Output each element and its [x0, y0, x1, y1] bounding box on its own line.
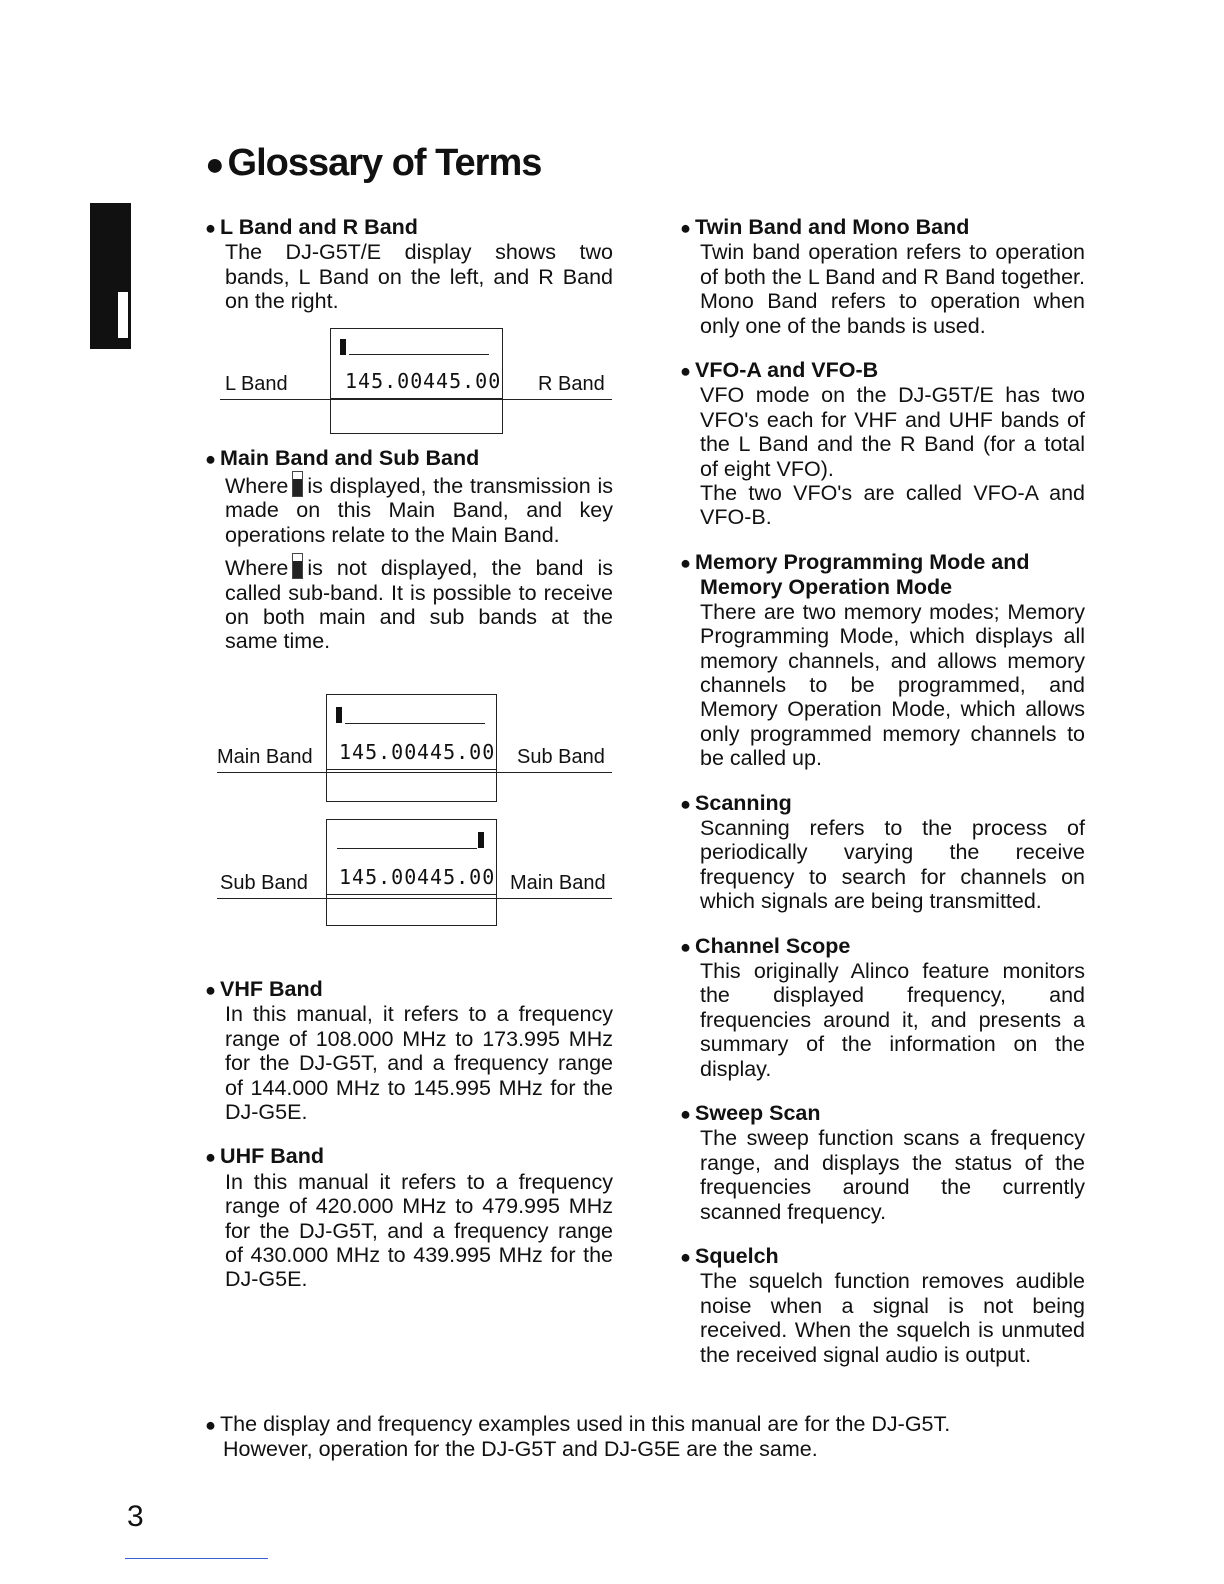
- bullet-icon: ●: [680, 217, 692, 238]
- bullet-icon: ●: [680, 360, 692, 382]
- lcd-left-frequency: 145.00: [339, 864, 418, 889]
- figure-label-right: Sub Band: [517, 745, 605, 768]
- lcd-top-line: [337, 848, 477, 849]
- figure-label-left: L Band: [225, 372, 288, 395]
- main-band-indicator: [336, 707, 342, 723]
- bullet-icon: ●: [680, 935, 692, 957]
- def-main-band: Where is displayed, the transmission is made on this Main Band, and key operations relate to the Main Band. Where is not displayed, the band is called sub-band. It is possible to receive on both main and sub bands at the same time.: [205, 471, 613, 654]
- term-main-band: ● Main Band and Sub Band: [205, 445, 480, 470]
- term-vhf-band: ● VHF Band: [205, 976, 323, 1001]
- footnote-line-1: The display and frequency examples used in this manual are for the DJ-G5T.: [220, 1412, 951, 1436]
- entry-vhf-band: [205, 977, 613, 1124]
- main-band-indicator: [340, 339, 346, 355]
- entry-twin-band: [680, 215, 1085, 338]
- lcd-left-frequency: 145.00: [339, 739, 418, 764]
- footnote-line-2: However, operation for the DJ-G5T and DJ-G5E are the same.: [223, 1437, 818, 1461]
- page-title-text: Glossary of Terms: [227, 142, 542, 184]
- term-twin-band: ● Twin Band and Mono Band: [680, 215, 970, 239]
- lcd-right-frequency: 445.00: [423, 368, 502, 393]
- figure-sub-main-band: [205, 819, 613, 977]
- def-uhf-band: In this manual it refers to a frequency range of 420.000 MHz to 479.995 MHz for the DJ-G5T, and a frequency range of 430.000 MHz to 439.995 MHz for the DJ-G5E.: [225, 1169, 613, 1292]
- entry-sweep-scan: [680, 1101, 1085, 1224]
- chapter-tab-mark: [118, 292, 128, 338]
- left-column: [205, 215, 613, 1312]
- figure-label-right: R Band: [538, 372, 605, 395]
- def-squelch: The squelch function removes audible noise when a signal is not being received. When the squelch is unmuted the received signal audio is output.: [700, 1269, 1085, 1367]
- entry-channel-scope: [680, 934, 1085, 1081]
- bullet-icon: ●: [205, 447, 217, 469]
- entry-vfo: [680, 358, 1085, 530]
- bullet-icon: ●: [205, 1414, 217, 1435]
- term-sweep-scan: ● Sweep Scan: [680, 1101, 821, 1125]
- main-band-indicator: [478, 832, 484, 848]
- lcd-right-frequency: 445.00: [417, 739, 496, 764]
- bullet-icon: ●: [680, 1246, 692, 1268]
- figure-l-r-band: [205, 328, 613, 446]
- lcd-lower-panel: [327, 894, 496, 895]
- lcd-lower-panel: [327, 769, 496, 770]
- def-vhf-band: In this manual, it refers to a frequency range of 108.000 MHz to 173.995 MHz for the DJ-G5T, and a frequency range of 144.000 MHz to 145.995 MHz for the DJ-G5E.: [225, 1002, 613, 1124]
- term-l-band: ● L Band and R Band: [205, 215, 418, 239]
- bullet-icon: ●: [680, 1103, 692, 1124]
- lcd-top-line: [349, 354, 489, 355]
- lcd-display: [330, 328, 503, 434]
- entry-main-band: [205, 446, 613, 654]
- entry-l-band: [205, 215, 613, 314]
- figure-label-left: Sub Band: [220, 871, 308, 894]
- footer-rule: [125, 1558, 268, 1559]
- entry-scanning: [680, 791, 1085, 914]
- page-title: [205, 142, 541, 185]
- chapter-tab: [90, 203, 131, 349]
- def-memory-mode: There are two memory modes; Memory Programming Mode, which displays all memory channels, and allows memory channels to be programmed, and Memory Operation Mode, which allows only programmed memory channels to be called up.: [700, 599, 1085, 771]
- lcd-display: [326, 694, 497, 802]
- figure-label-right: Main Band: [510, 871, 606, 894]
- bullet-icon: ●: [205, 146, 224, 182]
- right-column: [680, 215, 1085, 1387]
- bullet-icon: ●: [680, 792, 692, 814]
- entry-squelch: [680, 1244, 1085, 1367]
- footnote: [205, 1412, 1085, 1461]
- def-sweep-scan: The sweep function scans a frequency range, and displays the status of the frequencies around the currently scanned frequency.: [700, 1126, 1085, 1224]
- figure-main-sub-band: [205, 694, 613, 819]
- term-scanning: ● Scanning: [680, 790, 792, 815]
- lcd-display: [326, 819, 497, 926]
- lcd-lower-panel: [331, 398, 502, 399]
- bullet-icon: ●: [680, 551, 692, 573]
- term-channel-scope: ● Channel Scope: [680, 933, 851, 958]
- def-twin-band: Twin band operation refers to operation of both the L Band and R Band together. Mono Band refers to operation when only one of the bands is used.: [700, 240, 1085, 338]
- term-vfo: ● VFO-A and VFO-B: [680, 358, 879, 383]
- term-memory-mode: ● Memory Programming Mode and Memory Operation Mode: [680, 549, 1030, 600]
- term-squelch: ● Squelch: [680, 1244, 779, 1269]
- bullet-icon: ●: [205, 217, 217, 238]
- lcd-top-line: [345, 723, 485, 724]
- bullet-icon: ●: [205, 978, 217, 1000]
- def-vfo: VFO mode on the DJ-G5T/E has two VFO's each for VHF and UHF bands of the L Band and the R Band (for a total of eight VFO). The two VFO's are called VFO-A and VFO-B.: [700, 383, 1085, 530]
- figure-label-left: Main Band: [217, 745, 313, 768]
- def-scanning: Scanning refers to the process of periodically varying the receive frequency to search for channels on which signals are being transmitted.: [700, 815, 1085, 914]
- main-band-icon: [292, 471, 303, 497]
- def-l-band: The DJ-G5T/E display shows two bands, L Band on the left, and R Band on the right.: [225, 240, 613, 314]
- def-channel-scope: This originally Alinco feature monitors the displayed frequency, and frequencies around it, and presents a summary of the information on the display.: [700, 958, 1085, 1081]
- term-uhf-band: ● UHF Band: [205, 1144, 324, 1169]
- lcd-left-frequency: 145.00: [345, 368, 424, 393]
- main-band-icon: [292, 553, 303, 579]
- page-number: 3: [127, 1500, 144, 1533]
- bullet-icon: ●: [205, 1146, 217, 1168]
- entry-memory-mode: [680, 550, 1085, 771]
- lcd-right-frequency: 445.00: [417, 864, 496, 889]
- entry-uhf-band: [205, 1144, 613, 1291]
